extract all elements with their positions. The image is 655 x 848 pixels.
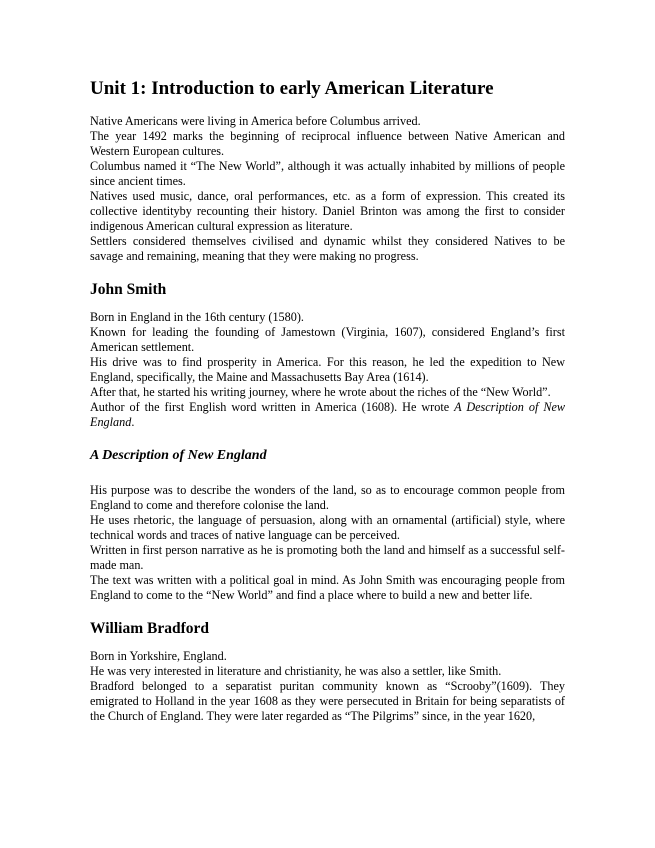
- author-line-text: Author of the first English word written in America (1608). He wrote: [90, 400, 455, 414]
- author-line-end: .: [131, 415, 135, 429]
- book-title: A Description of New England: [90, 400, 565, 429]
- intro-paragraph: Settlers considered themselves civilised and dynamic whilst they considered Natives to be savage and remaining, meaning that they were making no progress.: [90, 234, 565, 263]
- smith-paragraph: His drive was to find prosperity in America. For this reason, he led the expedition to New England, specifically, the Maine and Massachusetts Bay Area (1614).: [90, 355, 565, 384]
- section-heading-william-bradford: William Bradford: [90, 620, 209, 637]
- page-title: Unit 1: Introduction to early American Literature: [90, 78, 494, 99]
- subsection-heading-description: A Description of New England: [90, 448, 267, 463]
- john-smith-section: [90, 310, 565, 430]
- description-paragraph: Written in first person narrative as he is promoting both the land and himself as a successful self-made man.: [90, 543, 565, 572]
- document-page: [90, 78, 565, 724]
- intro-section: [90, 114, 565, 264]
- intro-paragraph: Columbus named it “The New World”, although it was actually inhabited by millions of people since ancient times.: [90, 159, 565, 188]
- description-paragraph: The text was written with a political goal in mind. As John Smith was encouraging people from England to come to the “New World” and find a place where to build a new and better life.: [90, 573, 565, 602]
- smith-paragraph: Known for leading the founding of Jamestown (Virginia, 1607), considered England’s first American settlement.: [90, 325, 565, 354]
- bradford-paragraph: Bradford belonged to a separatist puritan community known as “Scrooby”(1609). They emigrated to Holland in the year 1608 as they were persecuted in Britain for being separatists of the Church of England. They were later regarded as “The Pilgrims” since, in the year 1620,: [90, 679, 565, 723]
- description-paragraph: His purpose was to describe the wonders of the land, so as to encourage common people from England to come and therefore colonise the land.: [90, 483, 565, 512]
- description-paragraph: He uses rhetoric, the language of persuasion, along with an ornamental (artificial) style, where technical words and traces of native language can be perceived.: [90, 513, 565, 542]
- smith-author-paragraph: [90, 400, 565, 430]
- description-section: [90, 483, 565, 603]
- bradford-paragraph: Born in Yorkshire, England.: [90, 649, 227, 663]
- section-heading-john-smith: John Smith: [90, 281, 167, 298]
- intro-paragraph: The year 1492 marks the beginning of reciprocal influence between Native American and Western European cultures.: [90, 129, 565, 158]
- intro-paragraph: Natives used music, dance, oral performances, etc. as a form of expression. This created its collective identityby recounting their history. Daniel Brinton was among the first to consider indigenous American cultural expression as literature.: [90, 189, 565, 233]
- bradford-paragraph: He was very interested in literature and christianity, he was also a settler, like Smith.: [90, 664, 502, 678]
- intro-paragraph: Native Americans were living in America before Columbus arrived.: [90, 114, 421, 128]
- smith-paragraph: After that, he started his writing journey, where he wrote about the riches of the “New World”.: [90, 385, 551, 399]
- william-bradford-section: [90, 649, 565, 724]
- smith-paragraph: Born in England in the 16th century (1580).: [90, 310, 304, 324]
